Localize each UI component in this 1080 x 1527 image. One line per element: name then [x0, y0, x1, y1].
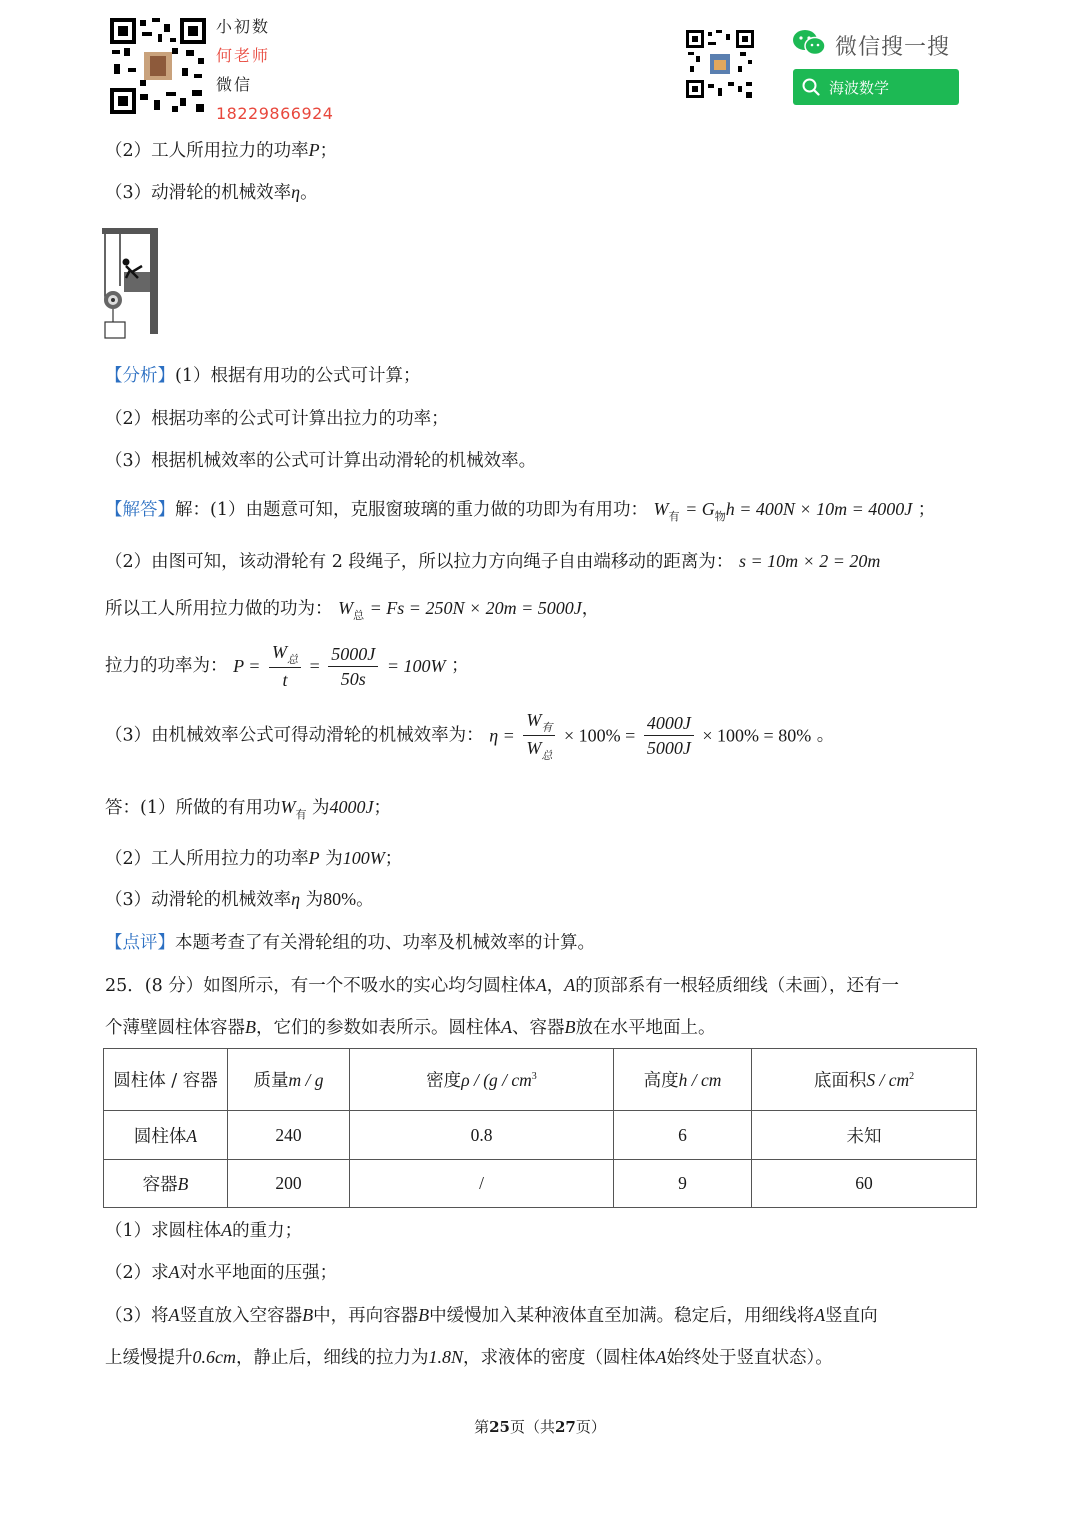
table-cell: 9	[614, 1160, 752, 1208]
teacher-name: 何老师	[216, 46, 271, 65]
question-2-text: （2）工人所用拉力的功率	[105, 141, 309, 161]
search-chip-label: 海波数学	[829, 79, 890, 97]
wechat-label: 微信	[216, 75, 253, 94]
frac-den: $W_总$	[526, 738, 553, 762]
frac-den: 5000J	[646, 738, 691, 758]
total-pages: 27	[555, 1418, 576, 1436]
teacher-info	[216, 12, 333, 128]
frac-den: 50s	[340, 668, 366, 689]
fraction-W-over-t	[269, 640, 301, 692]
analysis-line-2: （2）根据功率的公式可计算出拉力的功率；	[105, 409, 449, 429]
qr-code-left	[110, 18, 206, 114]
solution-text-3: 所以工人所用拉力做的功为：	[105, 599, 333, 619]
solution-text-2: （2）由图可知，该动滑轮有 2 段绳子，所以拉力方向绳子自由端移动的距离为：	[105, 552, 734, 572]
var-A: A	[501, 1017, 512, 1037]
var-B: B	[418, 1305, 430, 1325]
solution-line-5	[105, 708, 834, 763]
p25-text: 的顶部系有一根轻质细线（未画），还有一	[575, 976, 900, 996]
table-cell: 200	[228, 1160, 350, 1208]
header-unit: ρ / (g / cm	[461, 1070, 532, 1090]
punct: ；	[319, 141, 338, 161]
review-line	[105, 931, 595, 955]
solution-tag: 【解答】	[105, 500, 175, 520]
question-2	[105, 138, 337, 163]
sub-wu: 物	[714, 510, 726, 523]
table-cell: 未知	[752, 1111, 977, 1160]
formula-efficiency-result: × 100% = 80%	[702, 725, 812, 746]
problem-25-line-1	[105, 973, 899, 998]
qr-code-right	[686, 30, 754, 98]
fraction-5000-over-50	[328, 642, 378, 691]
header-text: 高度	[643, 1071, 679, 1091]
search-chip[interactable]	[793, 69, 959, 105]
header-unit: S / cm	[866, 1070, 910, 1090]
page-footer	[0, 1416, 1080, 1437]
header-unit: m / g	[288, 1070, 324, 1090]
footer-text: 第	[474, 1418, 490, 1436]
frac-num: 5000J	[328, 642, 378, 667]
var-W: W	[280, 797, 296, 817]
formula-useful-work: h = 400N × 10m = 4000J	[725, 499, 913, 519]
p25-text: ，它们的参数如表所示。圆柱体	[256, 1018, 501, 1038]
header-text: 圆柱体 / 容器	[113, 1071, 218, 1091]
row-name: 圆柱体	[133, 1126, 187, 1147]
formula-P: P =	[233, 656, 261, 676]
header-sup: 3	[531, 1071, 537, 1082]
solution-text-1: 解：(1）由题意可知，克服窗玻璃的重力做的功即为有用功：	[175, 500, 648, 520]
pulley-figure	[102, 226, 162, 342]
answer-line-2	[105, 846, 402, 871]
footer-text: 页）	[575, 1418, 606, 1436]
formula-power-result: = 100W	[386, 656, 446, 676]
subquestion-2	[105, 1260, 337, 1285]
row-var: A	[186, 1125, 198, 1146]
punct: ；	[917, 500, 936, 520]
answer-line-3	[105, 887, 374, 912]
frac-num: $W_总$	[269, 640, 301, 668]
subq-text: （1）求圆柱体	[105, 1221, 222, 1241]
subq-text: 的重力；	[232, 1221, 303, 1241]
answer-value-1: 4000J	[329, 797, 374, 817]
punct: 。	[300, 183, 318, 203]
subq-text: 上缓慢提升	[105, 1348, 193, 1368]
frac-num: 4000J	[644, 711, 694, 736]
row-name: 容器	[142, 1175, 178, 1195]
subq-text: （2）求	[105, 1263, 169, 1283]
var-A: A	[221, 1220, 233, 1240]
answer-line-1	[105, 795, 391, 822]
fraction-W-ratio	[523, 708, 555, 763]
var-P: P	[308, 140, 320, 160]
footer-text: 页（共	[509, 1418, 555, 1436]
solution-line-3	[105, 596, 599, 623]
subquestion-3	[105, 1303, 878, 1328]
punct: ；	[384, 849, 403, 869]
analysis-tag: 【分析】	[105, 366, 175, 386]
table-row	[104, 1111, 977, 1160]
answer-word: 为	[312, 798, 330, 818]
question-3	[105, 180, 318, 205]
answer-value-3: 80%	[323, 889, 357, 909]
parameter-table	[103, 1048, 977, 1208]
header-text: 底面积	[813, 1071, 867, 1091]
table-cell: 6	[614, 1111, 752, 1160]
problem-25-line-2	[105, 1015, 716, 1040]
var-P: P	[308, 848, 320, 868]
wechat-search-title: 微信搜一搜	[835, 35, 951, 60]
sub-zong: 总	[353, 609, 365, 622]
table-header	[104, 1049, 228, 1111]
var-A: A	[655, 1347, 667, 1367]
formula-eta: η =	[489, 725, 515, 746]
var-A: A	[168, 1305, 180, 1325]
var-eta: η	[291, 889, 301, 909]
sub-zong: 总	[286, 654, 298, 666]
punct: ，	[546, 976, 565, 996]
table-cell: 240	[228, 1111, 350, 1160]
formula-W-total: W	[338, 598, 354, 618]
subq-text: ，静止后，细线的拉力为	[236, 1348, 429, 1368]
analysis-line-3: （3）根据机械效率的公式可计算出动滑轮的机械效率。	[105, 451, 537, 471]
sub-you: 有	[668, 510, 680, 523]
formula-W: W	[653, 499, 669, 519]
subq-text: ，求液体的密度（圆柱体	[463, 1348, 656, 1368]
subq-text: 竖直放入空容器	[179, 1306, 303, 1326]
formula-mid: × 100% =	[563, 725, 636, 746]
p25-text: 个薄壁圆柱体容器	[105, 1018, 245, 1038]
table-header	[228, 1049, 350, 1111]
p25-text: 放在水平地面上。	[575, 1018, 716, 1038]
analysis-line-1	[105, 364, 420, 388]
grade-label: 小初数	[216, 17, 271, 36]
formula-total-work: = Fs = 250N × 20m = 5000J	[369, 598, 582, 618]
review-text: 本题考查了有关滑轮组的功、功率及机械效率的计算。	[175, 933, 595, 953]
solution-line-1	[105, 497, 935, 524]
frac-num: $W_有$	[523, 708, 555, 736]
subquestion-1	[105, 1218, 302, 1243]
frac-den: t	[282, 670, 288, 690]
header-text: 密度	[426, 1071, 462, 1091]
answer-text-2: （2）工人所用拉力的功率	[105, 849, 309, 869]
phone-number: 18229866924	[216, 104, 334, 123]
table-cell	[104, 1160, 228, 1208]
sub-you: 有	[541, 722, 553, 734]
solution-line-4: 拉力的功率为： P = $\frac{W_总}{t}$ = $\frac{5000J}{50s}$ = 100W ；	[105, 642, 469, 690]
var-B: B	[302, 1305, 314, 1325]
var-B: B	[245, 1017, 256, 1037]
punct: ；	[373, 798, 392, 818]
answer-text-3: （3）动滑轮的机械效率	[105, 890, 292, 910]
punct: 。	[816, 725, 835, 746]
wechat-icon	[792, 28, 826, 58]
subq-text: 对水平地面的压强；	[179, 1263, 338, 1283]
punct: ；	[451, 656, 469, 676]
answer-word: 为	[305, 890, 324, 910]
sub-zong: 总	[541, 750, 553, 762]
value-lift: 0.6cm	[192, 1347, 236, 1367]
table-header	[614, 1049, 752, 1111]
fraction-4000-over-5000	[644, 711, 694, 760]
table-header	[752, 1049, 977, 1111]
row-var: B	[177, 1174, 189, 1194]
var-A: A	[564, 975, 576, 995]
p25-text: 、容器	[512, 1018, 565, 1038]
question-3-text: （3）动滑轮的机械效率	[105, 183, 292, 203]
review-tag: 【点评】	[105, 933, 175, 953]
subq-text: 中，再向容器	[313, 1306, 419, 1326]
table-cell: 0.8	[350, 1111, 614, 1160]
var-A: A	[168, 1262, 180, 1282]
table-header-row	[104, 1049, 977, 1111]
answer-text-1: 答：(1）所做的有用功	[105, 798, 281, 818]
table-cell	[104, 1111, 228, 1160]
punct: ，	[581, 599, 600, 619]
answer-word: 为	[325, 849, 343, 869]
sub-you: 有	[295, 808, 307, 821]
table-cell: /	[350, 1160, 614, 1208]
solution-text-5: （3）由机械效率公式可得动滑轮的机械效率为：	[105, 725, 484, 746]
subq-text: （3）将	[105, 1306, 169, 1326]
solution-line-2	[105, 549, 880, 574]
page-number: 25	[489, 1418, 510, 1436]
punct: 。	[356, 890, 374, 910]
header-sup: 2	[909, 1071, 915, 1082]
var-A: A	[535, 975, 547, 995]
analysis-text-1: (1）根据有用功的公式可计算；	[175, 366, 421, 386]
search-icon	[802, 78, 820, 96]
var-eta: η	[291, 182, 301, 202]
header-text: 质量	[253, 1071, 289, 1091]
var-A: A	[814, 1305, 826, 1325]
header-unit: h / cm	[678, 1070, 722, 1090]
p25-text: 25．(8 分）如图所示，有一个不吸水的实心均匀圆柱体	[105, 976, 536, 996]
subquestion-3-cont	[105, 1345, 833, 1370]
solution-text-4: 拉力的功率为：	[105, 656, 228, 676]
answer-value-2: 100W	[342, 848, 385, 868]
formula-G: = G	[685, 499, 715, 519]
formula-distance: s = 10m × 2 = 20m	[738, 551, 881, 571]
value-tension: 1.8N	[428, 1347, 464, 1367]
table-header	[350, 1049, 614, 1111]
table-cell: 60	[752, 1160, 977, 1208]
table-row	[104, 1160, 977, 1208]
subq-text: 中缓慢加入某种液体直至加满。稳定后，用细线将	[429, 1306, 815, 1326]
var-B: B	[564, 1017, 576, 1037]
subq-text: 竖直向	[825, 1306, 878, 1326]
subq-text: 始终处于竖直状态）。	[666, 1348, 833, 1368]
